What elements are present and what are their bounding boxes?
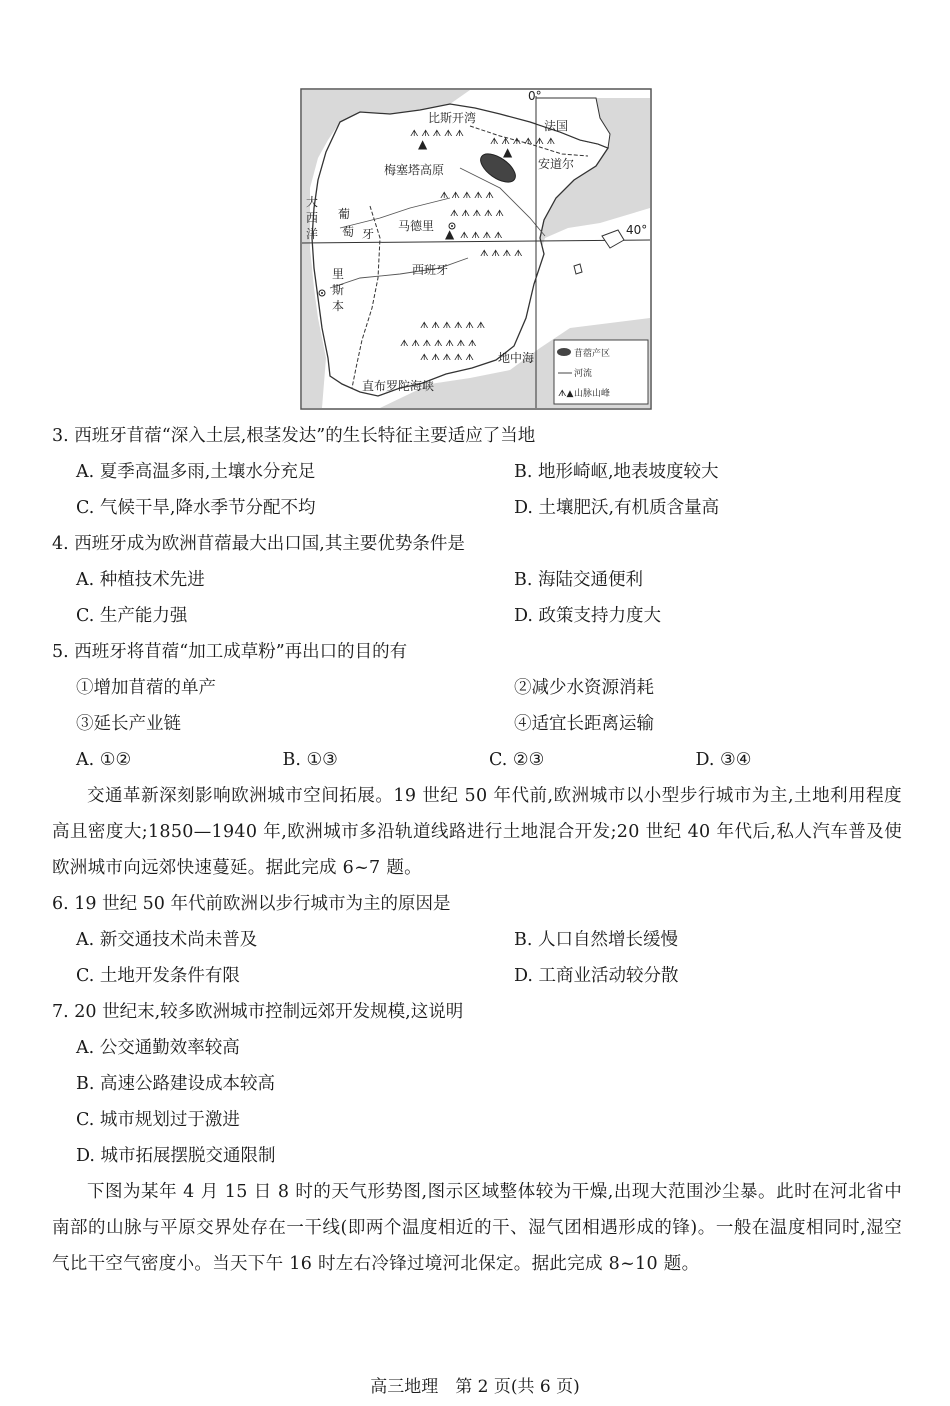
svg-text:ᗑ ᗑ ᗑ ᗑ: ᗑ ᗑ ᗑ ᗑ — [460, 231, 503, 241]
france-label: 法国 — [544, 119, 569, 133]
q3-option-c: C. 气候干旱,降水季节分配不均 — [76, 498, 316, 518]
q3-options-row1 — [52, 454, 902, 490]
q5-stem: 5. 西班牙将苜蓿“加工成草粉”再出口的目的有 — [52, 642, 408, 662]
q7-option-c: C. 城市规划过于激进 — [76, 1110, 240, 1130]
q6-options-row1 — [52, 922, 902, 958]
alfalfa-legend-icon — [557, 348, 571, 356]
q5-option-c: C. ②③ — [489, 750, 545, 770]
mediterranean-label: 地中海 — [498, 351, 535, 365]
lisbon-label-1: 里 — [332, 267, 345, 281]
q3-option-b: B. 地形崎岖,地表坡度较大 — [514, 462, 719, 482]
peak-icon: ▲ — [503, 145, 513, 159]
passage-transport: 交通革新深刻影响欧洲城市空间拓展。19 世纪 50 年代前,欧洲城市以小型步行城市为主,土地利用程度高且密度大;1850—1940 年,欧洲城市多沿轨道线路进行土地混合开发;20 世纪 40 年代后,私人汽车普及使欧洲城市向远郊快速蔓延。据此完成 6~7 题。 — [52, 786, 902, 878]
island — [574, 264, 582, 274]
portugal-label-1: 葡 — [338, 207, 351, 221]
svg-text:ᗑ ᗑ ᗑ ᗑ ᗑ: ᗑ ᗑ ᗑ ᗑ ᗑ — [410, 129, 464, 139]
q3-option-d: D. 土壤肥沃,有机质含量高 — [514, 498, 720, 518]
svg-text:ᗑ ᗑ ᗑ ᗑ ᗑ ᗑ: ᗑ ᗑ ᗑ ᗑ ᗑ ᗑ — [490, 137, 556, 147]
q6-stem: 6. 19 世纪 50 年代前欧洲以步行城市为主的原因是 — [52, 894, 451, 914]
svg-text:ᗑ ᗑ ᗑ ᗑ ᗑ ᗑ ᗑ: ᗑ ᗑ ᗑ ᗑ ᗑ ᗑ ᗑ — [400, 339, 477, 349]
q7-stem: 7. 20 世纪末,较多欧洲城市控制远郊开发规模,这说明 — [52, 1002, 464, 1022]
svg-text:ᗑ ᗑ ᗑ ᗑ: ᗑ ᗑ ᗑ ᗑ — [480, 249, 523, 259]
q5-option-b: B. ①③ — [282, 750, 338, 770]
bay-label: 比斯开湾 — [428, 111, 477, 125]
q4-option-b: B. 海陆交通便利 — [514, 570, 643, 590]
q5-option-d: D. ③④ — [695, 750, 752, 770]
peak-icon: ▲ — [418, 137, 428, 151]
legend-alfalfa: 苜蓿产区 — [574, 349, 611, 359]
map-legend — [554, 340, 648, 404]
q4-option-c: C. 生产能力强 — [76, 606, 188, 626]
parallel-label: 40° — [626, 223, 648, 237]
legend-mountain: 山脉山峰 — [574, 389, 611, 399]
q5-item-3: ③延长产业链 — [76, 714, 181, 734]
lisbon-label-3: 本 — [332, 299, 345, 313]
q5-items-row2 — [52, 706, 902, 742]
lisbon-label-2: 斯 — [332, 283, 345, 297]
q6-option-b: B. 人口自然增长缓慢 — [514, 930, 678, 950]
page-footer: 高三地理 第 2 页(共 6 页) — [370, 1377, 580, 1397]
map-figure — [300, 88, 652, 410]
q7-option-b: B. 高速公路建设成本较高 — [76, 1074, 275, 1094]
q4-option-d: D. 政策支持力度大 — [514, 606, 662, 626]
question-content — [52, 418, 902, 1282]
mountain-legend-icon: ᗑ▲ — [558, 389, 574, 399]
spain-label: 西班牙 — [412, 263, 449, 277]
atlantic-label-1: 大 — [306, 195, 319, 209]
gibraltar-label: 直布罗陀海峡 — [362, 379, 435, 393]
q4-options-row1 — [52, 562, 902, 598]
q7-option-d: D. 城市拓展摆脱交通限制 — [76, 1146, 276, 1166]
q3-option-a: A. 夏季高温多雨,土壤水分充足 — [76, 462, 316, 482]
q4-options-row2 — [52, 598, 902, 634]
portugal-label-2: 萄 — [342, 225, 355, 239]
legend-river: 河流 — [574, 369, 593, 379]
q6-option-d: D. 工商业活动较分散 — [514, 966, 679, 986]
madrid-label: 马德里 — [398, 219, 435, 233]
svg-text:ᗑ ᗑ ᗑ ᗑ ᗑ: ᗑ ᗑ ᗑ ᗑ ᗑ — [440, 191, 494, 201]
meridian-label: 0° — [528, 89, 542, 103]
q5-item-2: ②减少水资源消耗 — [514, 678, 654, 698]
q4-stem: 4. 西班牙成为欧洲苜蓿最大出口国,其主要优势条件是 — [52, 534, 465, 554]
plateau-label: 梅塞塔高原 — [384, 163, 445, 177]
q6-option-c: C. 土地开发条件有限 — [76, 966, 240, 986]
q3-stem: 3. 西班牙苜蓿“深入土层,根茎发达”的生长特征主要适应了当地 — [52, 426, 536, 446]
andorra-label: 安道尔 — [538, 157, 575, 171]
q7-option-a: A. 公交通勤效率较高 — [76, 1038, 240, 1058]
peak-icon: ▲ — [445, 227, 455, 241]
svg-text:ᗑ ᗑ ᗑ ᗑ ᗑ: ᗑ ᗑ ᗑ ᗑ ᗑ — [450, 209, 504, 219]
q5-options — [52, 742, 902, 778]
q3-options-row2 — [52, 490, 902, 526]
atlantic-label-3: 洋 — [306, 227, 319, 241]
passage-weather: 下图为某年 4 月 15 日 8 时的天气形势图,图示区域整体较为干燥,出现大范围沙尘暴。此时在河北省中南部的山脉与平原交界处存在一干线(即两个温度相近的干、湿气团相遇形成的锋)。一般在温度相同时,湿空气比干空气密度小。当天下午 16 时左右冷锋过境河北保定。据此完成 8~10 题。 — [52, 1182, 902, 1274]
q5-item-4: ④适宜长距离运输 — [514, 714, 654, 734]
q5-option-a: A. ①② — [76, 750, 132, 770]
atlantic-label-2: 西 — [306, 211, 319, 225]
iberia-map — [300, 88, 652, 410]
portugal-label-3: 牙 — [362, 227, 375, 241]
svg-text:ᗑ ᗑ ᗑ ᗑ ᗑ: ᗑ ᗑ ᗑ ᗑ ᗑ — [420, 353, 474, 363]
q5-items-row1 — [52, 670, 902, 706]
q5-item-1: ①增加苜蓿的单产 — [76, 678, 216, 698]
q6-option-a: A. 新交通技术尚未普及 — [76, 930, 258, 950]
q6-options-row2 — [52, 958, 902, 994]
svg-text:ᗑ ᗑ ᗑ ᗑ ᗑ ᗑ: ᗑ ᗑ ᗑ ᗑ ᗑ ᗑ — [420, 321, 486, 331]
q4-option-a: A. 种植技术先进 — [76, 570, 205, 590]
